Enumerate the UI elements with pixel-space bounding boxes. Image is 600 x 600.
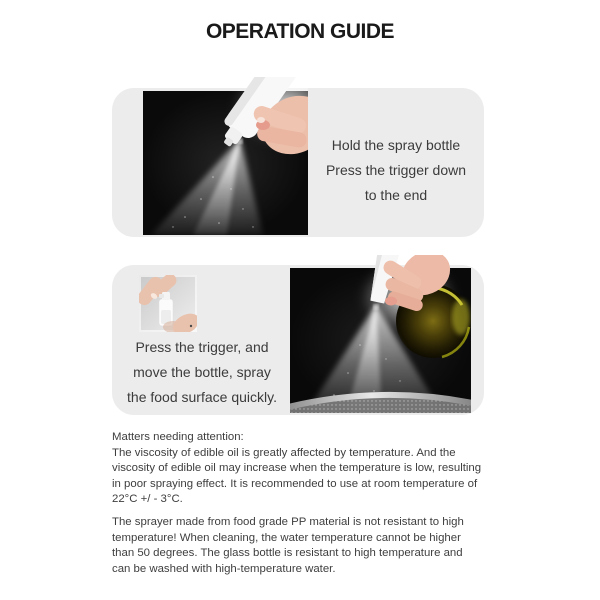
step2-caption [114,335,290,410]
oil-spray-scene [290,255,471,413]
caption-line: to the end [364,187,428,203]
notes-line: temperature! When cleaning, the water temperature cannot be higher [112,531,461,544]
notes-line: 22°C +/ - 3°C. [112,493,183,506]
caption-line: Press the trigger, and [135,339,269,355]
trigger-press-scene [139,275,197,332]
attention-notes-section [112,430,500,577]
notes-paragraph-1 [112,446,500,508]
notes-paragraph-2 [112,515,500,577]
caption-line: Hold the spray bottle [331,137,461,153]
notes-line: can be washed with high-temperature water. [112,562,336,575]
notes-line: The viscosity of edible oil is greatly affected by temperature. And the [112,446,456,459]
spray-mist-scene [143,77,308,235]
step1-caption [308,133,484,208]
notes-line: in poor spraying effect. It is recommended to use at room temperature of [112,477,478,490]
step2-panel [112,265,484,415]
caption-line: move the bottle, spray [133,364,271,380]
notes-line: viscosity of edible oil may increase when the temperature is low, resulting [112,462,482,475]
step1-photo [143,91,308,235]
page-title: OPERATION GUIDE [205,20,395,43]
step1-panel [112,88,484,237]
notes-line: The sprayer made from food grade PP material is not resistant to high [112,515,464,528]
step2-inset-photo [139,275,197,332]
caption-line: Press the trigger down [325,162,467,178]
notes-line: than 50 degrees. The glass bottle is resistant to high temperature and [112,547,463,560]
caption-line: the food surface quickly. [127,389,277,405]
notes-heading: Matters needing attention: [112,431,244,443]
step2-photo [290,268,471,413]
